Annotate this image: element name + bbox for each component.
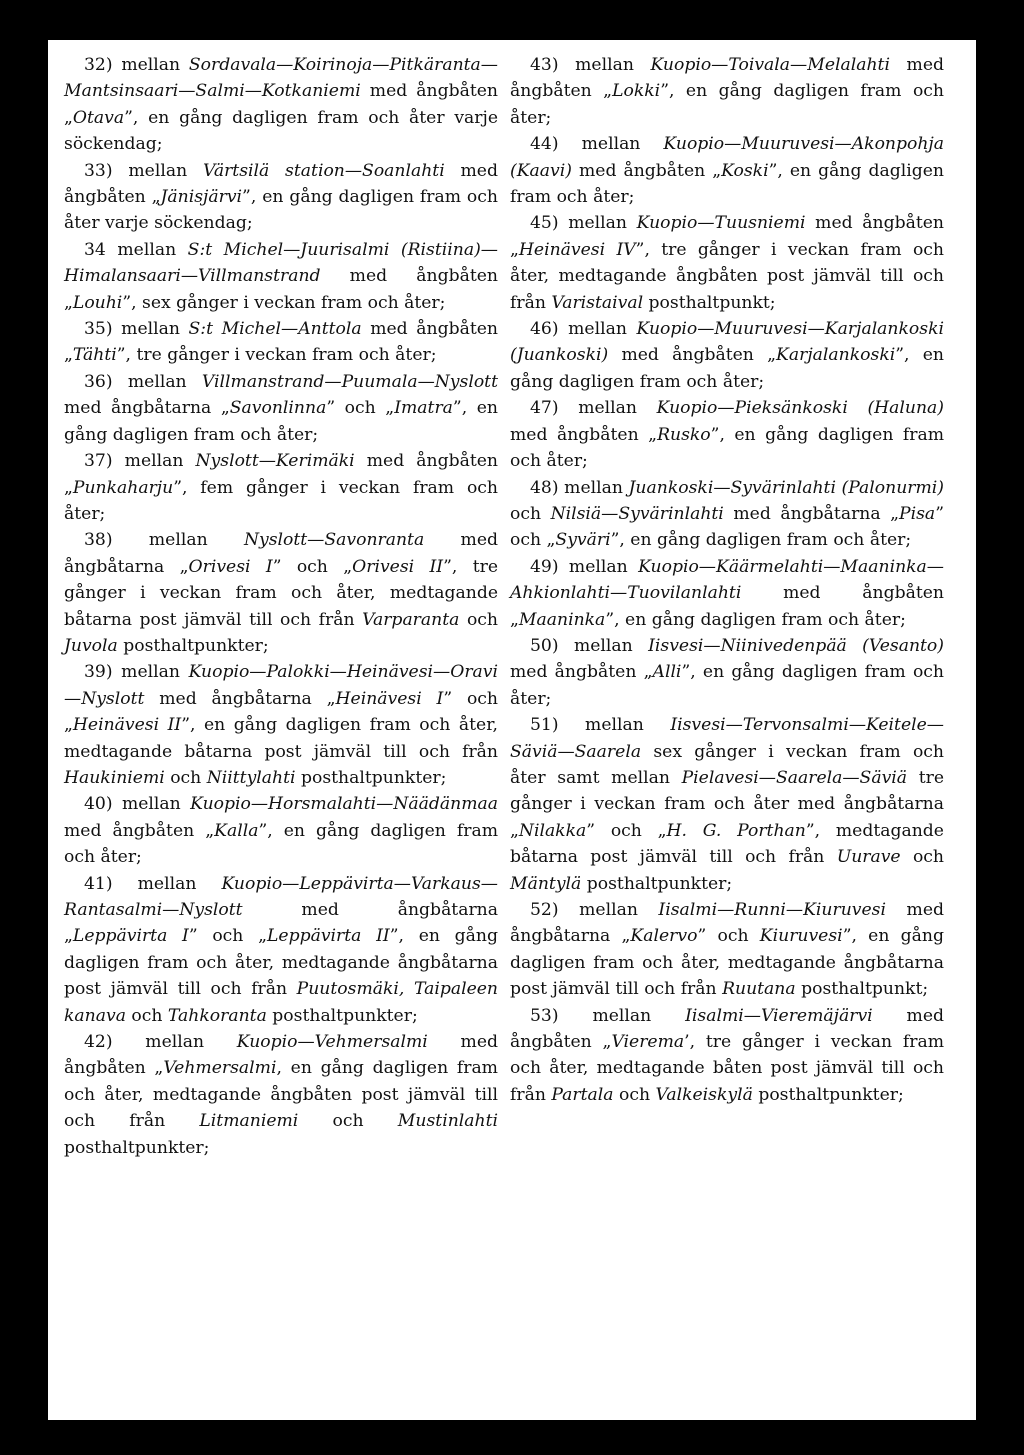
route-entry-48: 48) mellan Juankoski—Syvärinlahti (Palonurmi) och Nilsiä—Syvärinlahti med ångbåtarna „Pisa” och „Syväri”, en gång dagligen fram och åter; — [510, 477, 944, 551]
route-entry-46: 46) mellan Kuopio—Muuruvesi—Karjalankoski (Juankoski) med ångbåten „Karjalankoski”, en gång dagligen fram och åter; — [510, 319, 944, 392]
route-entry-52: 52) mellan Iisalmi—Runni—Kiuruvesi med ångbåtarna „Kalervo” och Kiuruvesi”, en gång dagligen fram och åter, medtagande ångbåtarna post jämväl till och från Ruutana posthaltpunkt; — [510, 900, 944, 1000]
route-entry-40: 40) mellan Kuopio—Horsmalahti—Näädänmaa med ångbåten „Kalla”, en gång dagligen fram och åter; — [64, 794, 498, 868]
route-entry-42: 42) mellan Kuopio—Vehmersalmi med ångbåten „Vehmersalmi, en gång dagligen fram och åter, medtagande ångbåten post jämväl till och från Litmaniemi och Mustinlahti posthaltpunkter; — [64, 1032, 498, 1158]
left-column — [64, 52, 498, 1161]
route-entry-35: 35) mellan S:t Michel—Anttola med ångbåten „Tähti”, tre gånger i veckan fram och åter; — [64, 319, 498, 366]
route-entry-33: 33) mellan Värtsilä station—Soanlahti med ångbåten „Jänisjärvi”, en gång dagligen fram och åter varje söckendag; — [64, 160, 498, 234]
route-entry-32: 32) mellan Sordavala—Koirinoja—Pitkäranta—Mantsinsaari—Salmi—Kotkaniemi med ångbåten „Otava”, en gång dagligen fram och åter varje söckendag; — [64, 55, 498, 155]
route-entry-43: 43) mellan Kuopio—Toivala—Melalahti med ångbåten „Lokki”, en gång dagligen fram och åter; — [510, 55, 944, 128]
route-entry-49: 49) mellan Kuopio—Käärmelahti—Maaninka—Ahkionlahti—Tuovilanlahti med ångbåten „Maaninka”, en gång dagligen fram och åter; — [510, 556, 944, 630]
right-column — [510, 52, 944, 1108]
route-entry-53: 53) mellan Iisalmi—Vieremäjärvi med ångbåten „Vierema’, tre gånger i veckan fram och åter, medtagande båten post jämväl till och från Partala och Valkeiskylä posthaltpunkter; — [510, 1005, 944, 1105]
route-entry-36: 36) mellan Villmanstrand—Puumala—Nyslott med ångbåtarna „Savonlinna” och „Imatra”, en gång dagligen fram och åter; — [64, 371, 498, 445]
route-entry-50: 50) mellan Iisvesi—Niinivedenpää (Vesanto) med ångbåten „Alli”, en gång dagligen fram och åter; — [510, 635, 944, 709]
document-page — [48, 40, 976, 1420]
route-entry-51: 51) mellan Iisvesi—Tervonsalmi—Keitele—Säviä—Saarela sex gånger i veckan fram och åter samt mellan Pielavesi—Saarela—Säviä tre gånger i veckan fram och åter med ångbåtarna „Nilakka” och „H. G. Porthan”, medtagande båtarna post jämväl till och från Uurave och Mäntylä posthaltpunkter; — [510, 715, 944, 894]
route-entry-45: 45) mellan Kuopio—Tuusniemi med ångbåten „Heinävesi IV”, tre gånger i veckan fram och åter, medtagande ångbåten post jämväl till och från Varistaival posthaltpunkt; — [510, 213, 945, 313]
route-entry-37: 37) mellan Nyslott—Kerimäki med ångbåten „Punkaharju”, fem gånger i veckan fram och åter; — [64, 451, 498, 524]
route-entry-44: 44) mellan Kuopio—Muuruvesi—Akonpohja (Kaavi) med ångbåten „Koski”, en gång dagligen fram och åter; — [510, 134, 944, 208]
route-entry-47: 47) mellan Kuopio—Pieksänkoski (Haluna) med ångbåten „Rusko”, en gång dagligen fram och åter; — [510, 398, 944, 472]
route-entry-41: 41) mellan Kuopio—Leppävirta—Varkaus—Rantasalmi—Nyslott med ångbåtarna „Leppävirta I” och „Leppävirta II”, en gång dagligen fram och åter, medtagande ångbåtarna post jämväl till och från Puutosmäki, Taipaleen kanava och Tahkoranta posthaltpunkter; — [64, 873, 498, 1026]
route-entry-38: 38) mellan Nyslott—Savonranta med ångbåtarna „Orivesi I” och „Orivesi II”, tre gånger i veckan fram och åter, medtagande båtarna post jämväl till och från Varparanta och Juvola posthaltpunkter; — [64, 530, 498, 656]
route-entry-34: 34 mellan S:t Michel—Juurisalmi (Ristiina)—Himalansaari—Villmanstrand med ångbåten „Louhi”, sex gånger i veckan fram och åter; — [64, 239, 498, 313]
route-entry-39: 39) mellan Kuopio—Palokki—Heinävesi—Oravi—Nyslott med ångbåtarna „Heinävesi I” och „Heinävesi II”, en gång dagligen fram och åter, medtagande båtarna post jämväl till och från Haukiniemi och Niittylahti posthaltpunkter; — [64, 662, 498, 788]
